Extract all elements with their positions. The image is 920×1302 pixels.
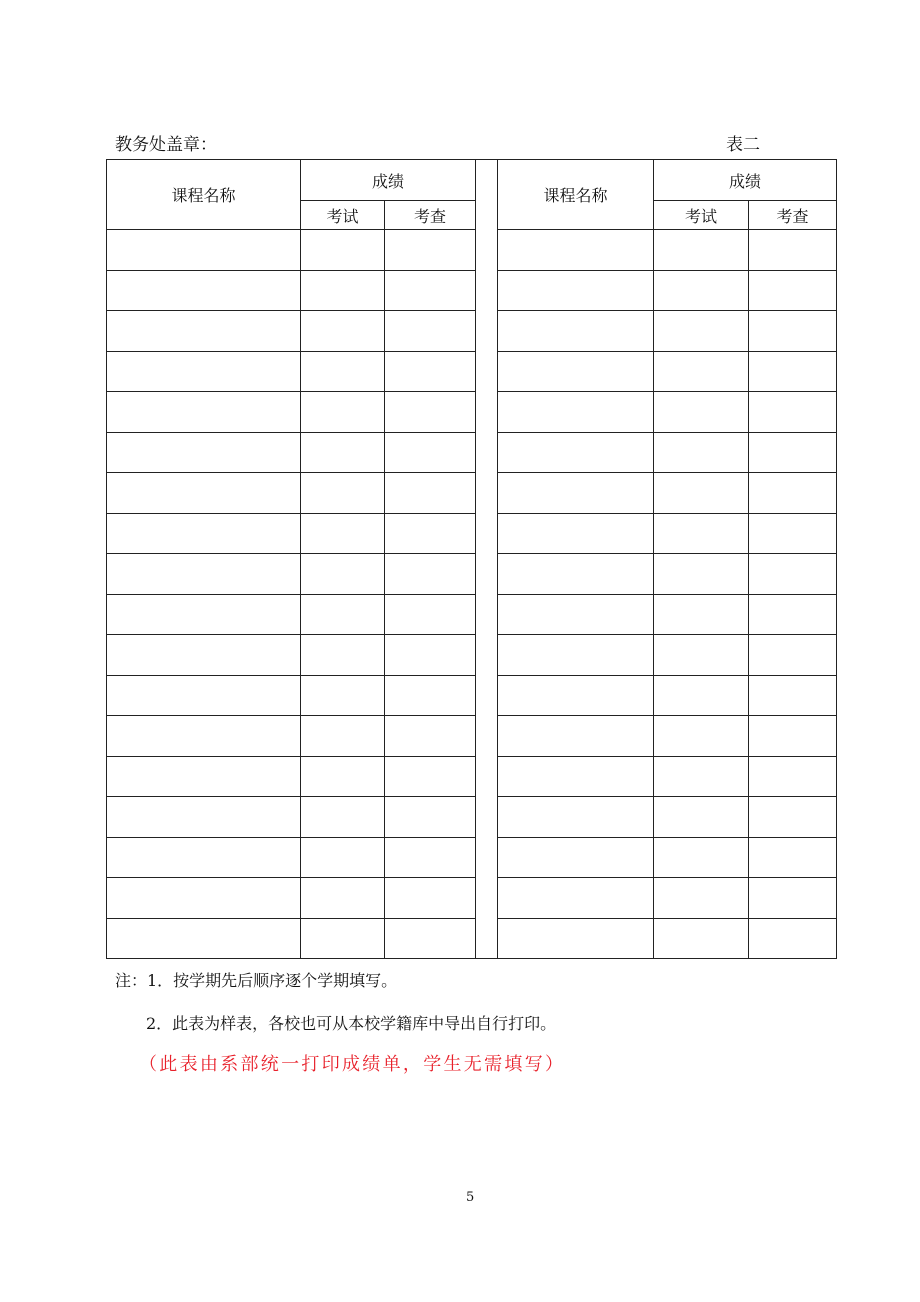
left-assessment-cell bbox=[385, 311, 476, 352]
table-row bbox=[107, 513, 837, 554]
left-assessment-cell bbox=[385, 351, 476, 392]
right-assessment-cell bbox=[749, 432, 837, 473]
table-row bbox=[107, 311, 837, 352]
left-exam-cell bbox=[301, 554, 385, 595]
table-row bbox=[107, 594, 837, 635]
left-exam-cell bbox=[301, 635, 385, 676]
table-row bbox=[107, 432, 837, 473]
right-assessment-cell bbox=[749, 270, 837, 311]
right-exam-cell bbox=[654, 837, 749, 878]
left-grade-header: 成绩 bbox=[301, 160, 476, 201]
left-exam-cell bbox=[301, 473, 385, 514]
left-exam-cell bbox=[301, 675, 385, 716]
right-course-cell bbox=[498, 230, 654, 271]
right-course-cell bbox=[498, 594, 654, 635]
right-assessment-cell bbox=[749, 230, 837, 271]
left-exam-cell bbox=[301, 878, 385, 919]
left-exam-cell bbox=[301, 392, 385, 433]
right-exam-cell bbox=[654, 473, 749, 514]
grades-table bbox=[106, 159, 837, 959]
left-course-cell bbox=[107, 837, 301, 878]
table-row bbox=[107, 918, 837, 959]
right-exam-cell bbox=[654, 351, 749, 392]
right-course-cell bbox=[498, 473, 654, 514]
right-course-cell bbox=[498, 270, 654, 311]
left-assessment-cell bbox=[385, 878, 476, 919]
table-row bbox=[107, 554, 837, 595]
left-course-cell bbox=[107, 432, 301, 473]
left-assessment-cell bbox=[385, 716, 476, 757]
right-exam-cell bbox=[654, 635, 749, 676]
right-exam-cell bbox=[654, 513, 749, 554]
left-course-cell bbox=[107, 270, 301, 311]
right-exam-cell bbox=[654, 554, 749, 595]
left-assessment-cell bbox=[385, 837, 476, 878]
right-exam-cell bbox=[654, 797, 749, 838]
right-assessment-cell bbox=[749, 675, 837, 716]
right-exam-cell bbox=[654, 432, 749, 473]
right-assessment-cell bbox=[749, 554, 837, 595]
note-line-1: 注：1．按学期先后顺序逐个学期填写。 bbox=[115, 971, 398, 990]
right-assessment-cell bbox=[749, 716, 837, 757]
page-number: 5 bbox=[466, 1190, 475, 1205]
table-row bbox=[107, 837, 837, 878]
left-assessment-cell bbox=[385, 635, 476, 676]
right-course-cell bbox=[498, 392, 654, 433]
left-course-cell bbox=[107, 756, 301, 797]
left-exam-cell bbox=[301, 837, 385, 878]
right-course-cell bbox=[498, 432, 654, 473]
left-exam-cell bbox=[301, 311, 385, 352]
left-course-cell bbox=[107, 554, 301, 595]
right-course-cell bbox=[498, 797, 654, 838]
left-assessment-cell bbox=[385, 270, 476, 311]
left-exam-cell bbox=[301, 351, 385, 392]
left-course-cell bbox=[107, 878, 301, 919]
right-exam-cell bbox=[654, 594, 749, 635]
right-course-cell bbox=[498, 554, 654, 595]
right-exam-cell bbox=[654, 270, 749, 311]
right-assessment-header: 考查 bbox=[749, 201, 837, 230]
left-assessment-cell bbox=[385, 918, 476, 959]
right-exam-cell bbox=[654, 675, 749, 716]
right-exam-cell bbox=[654, 756, 749, 797]
right-exam-cell bbox=[654, 918, 749, 959]
right-exam-cell bbox=[654, 716, 749, 757]
left-exam-cell bbox=[301, 797, 385, 838]
table-row bbox=[107, 230, 837, 271]
left-assessment-cell bbox=[385, 756, 476, 797]
right-exam-header: 考试 bbox=[654, 201, 749, 230]
right-assessment-cell bbox=[749, 797, 837, 838]
right-course-cell bbox=[498, 311, 654, 352]
right-exam-cell bbox=[654, 230, 749, 271]
left-exam-cell bbox=[301, 756, 385, 797]
left-exam-cell bbox=[301, 918, 385, 959]
left-assessment-cell bbox=[385, 554, 476, 595]
right-exam-cell bbox=[654, 311, 749, 352]
right-assessment-cell bbox=[749, 837, 837, 878]
right-course-cell bbox=[498, 837, 654, 878]
left-assessment-cell bbox=[385, 594, 476, 635]
right-assessment-cell bbox=[749, 473, 837, 514]
left-course-cell bbox=[107, 716, 301, 757]
left-assessment-cell bbox=[385, 392, 476, 433]
left-exam-cell bbox=[301, 432, 385, 473]
left-course-cell bbox=[107, 635, 301, 676]
right-course-cell bbox=[498, 878, 654, 919]
table-row bbox=[107, 878, 837, 919]
left-assessment-header: 考查 bbox=[385, 201, 476, 230]
left-course-cell bbox=[107, 675, 301, 716]
right-course-cell bbox=[498, 918, 654, 959]
left-course-cell bbox=[107, 230, 301, 271]
table-row bbox=[107, 675, 837, 716]
left-assessment-cell bbox=[385, 675, 476, 716]
left-exam-cell bbox=[301, 513, 385, 554]
right-course-cell bbox=[498, 716, 654, 757]
left-assessment-cell bbox=[385, 513, 476, 554]
right-assessment-cell bbox=[749, 756, 837, 797]
left-assessment-cell bbox=[385, 230, 476, 271]
right-grade-header: 成绩 bbox=[654, 160, 837, 201]
left-course-cell bbox=[107, 392, 301, 433]
note-line-2: 2．此表为样表，各校也可从本校学籍库中导出自行打印。 bbox=[146, 1014, 557, 1033]
right-assessment-cell bbox=[749, 918, 837, 959]
stamp-label: 教务处盖章： bbox=[115, 135, 217, 155]
left-course-cell bbox=[107, 473, 301, 514]
left-exam-cell bbox=[301, 230, 385, 271]
table-label: 表二 bbox=[726, 135, 760, 155]
left-course-cell bbox=[107, 351, 301, 392]
right-course-cell bbox=[498, 635, 654, 676]
note-line-3: （此表由系部统一打印成绩单，学生无需填写） bbox=[139, 1054, 566, 1075]
table-row bbox=[107, 270, 837, 311]
right-assessment-cell bbox=[749, 878, 837, 919]
table-separator bbox=[476, 160, 498, 959]
right-course-cell bbox=[498, 756, 654, 797]
table-row bbox=[107, 392, 837, 433]
table-row bbox=[107, 635, 837, 676]
left-course-cell bbox=[107, 797, 301, 838]
right-assessment-cell bbox=[749, 351, 837, 392]
table-row bbox=[107, 716, 837, 757]
left-course-cell bbox=[107, 513, 301, 554]
right-course-cell bbox=[498, 675, 654, 716]
right-course-cell bbox=[498, 513, 654, 554]
right-course-name-header: 课程名称 bbox=[498, 160, 654, 230]
left-course-cell bbox=[107, 594, 301, 635]
table-row bbox=[107, 473, 837, 514]
right-assessment-cell bbox=[749, 392, 837, 433]
right-assessment-cell bbox=[749, 311, 837, 352]
right-assessment-cell bbox=[749, 594, 837, 635]
left-course-name-header: 课程名称 bbox=[107, 160, 301, 230]
right-assessment-cell bbox=[749, 513, 837, 554]
table-row bbox=[107, 797, 837, 838]
left-assessment-cell bbox=[385, 432, 476, 473]
right-exam-cell bbox=[654, 392, 749, 433]
left-course-cell bbox=[107, 918, 301, 959]
table-row bbox=[107, 756, 837, 797]
right-assessment-cell bbox=[749, 635, 837, 676]
left-assessment-cell bbox=[385, 473, 476, 514]
left-exam-cell bbox=[301, 594, 385, 635]
left-exam-cell bbox=[301, 270, 385, 311]
left-assessment-cell bbox=[385, 797, 476, 838]
left-course-cell bbox=[107, 311, 301, 352]
left-exam-header: 考试 bbox=[301, 201, 385, 230]
table-row bbox=[107, 351, 837, 392]
right-course-cell bbox=[498, 351, 654, 392]
left-exam-cell bbox=[301, 716, 385, 757]
right-exam-cell bbox=[654, 878, 749, 919]
